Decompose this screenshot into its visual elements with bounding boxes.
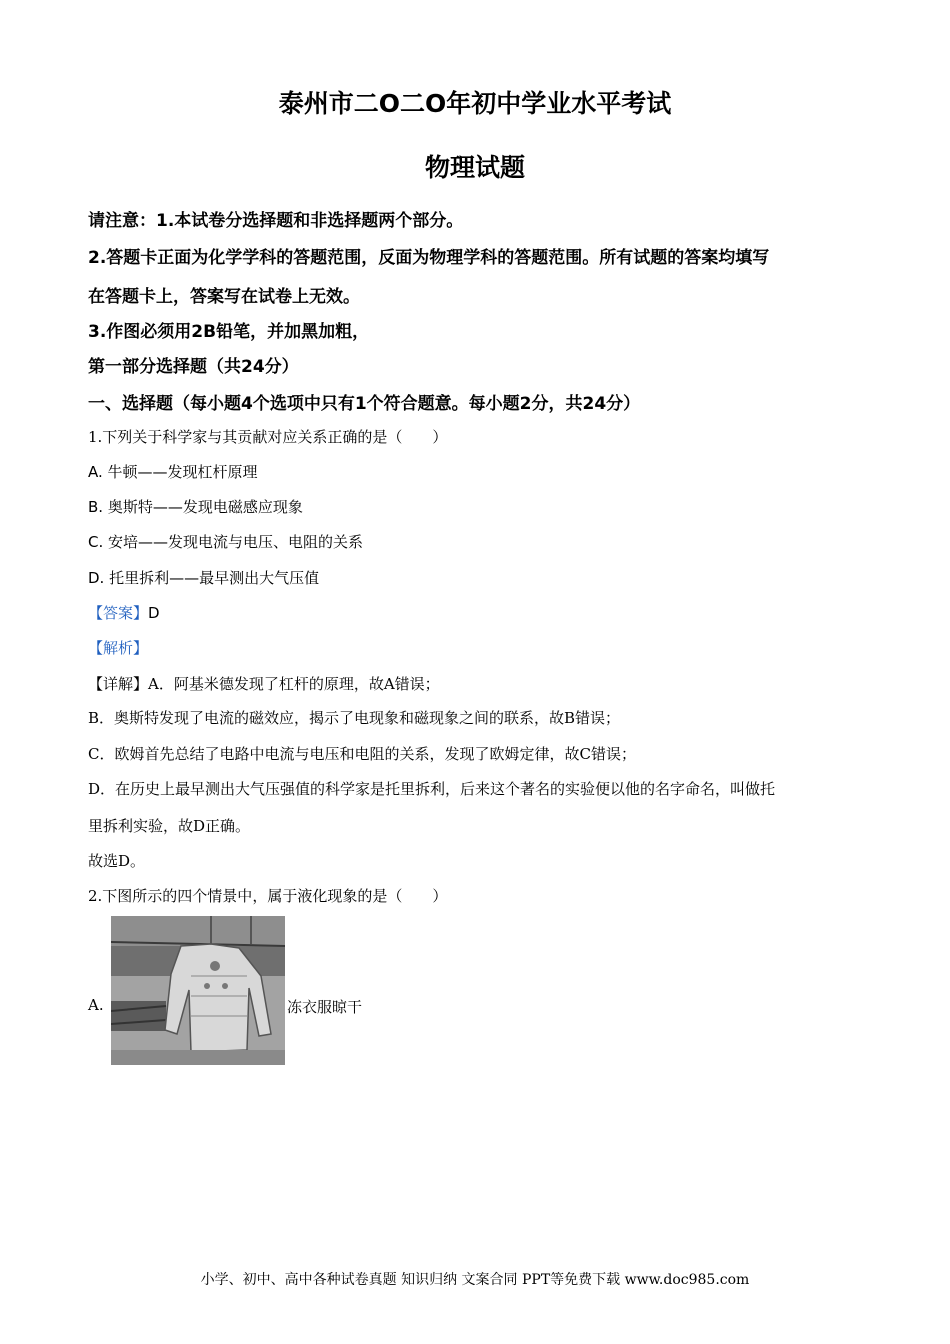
q1-option-b: B. 奥斯特——发现电磁感应现象 (88, 498, 303, 516)
question-1-stem: 1.下列关于科学家与其贡献对应关系正确的是（ ） (88, 428, 448, 446)
answer-value: D (148, 604, 160, 622)
q1-option-c: C. 安培——发现电流与电压、电阻的关系 (88, 533, 364, 551)
q2-option-a-caption: 冻衣服晾干 (287, 998, 363, 1016)
q1-option-d: D. 托里拆利——最早测出大气压值 (88, 569, 320, 587)
notice-line-1: 请注意：1.本试卷分选择题和非选择题两个部分。 (88, 211, 464, 231)
notice-line-2a: 2.答题卡正面为化学学科的答题范围，反面为物理学科的答题范围。所有试题的答案均填写 (88, 248, 770, 268)
section-part: 第一部分选择题（共24分） (88, 357, 299, 377)
notice-line-2b: 在答题卡上，答案写在试卷上无效。 (88, 287, 360, 307)
detail-line-5: 里拆利实验，故D正确。 (88, 817, 251, 835)
page-subtitle: 物理试题 (424, 153, 525, 182)
q2-option-a-label: A. (88, 996, 104, 1014)
detail-line-1 (88, 673, 440, 694)
page-title: 泰州市二O二O年初中学业水平考试 (278, 89, 672, 118)
frozen-clothes-image (111, 916, 285, 1065)
section-heading: 一、选择题（每小题4个选项中只有1个符合题意。每小题2分，共24分） (88, 394, 641, 414)
answer-line (88, 602, 160, 623)
frozen-clothes-photo (111, 916, 285, 1065)
analysis-tag: 【解析】 (88, 639, 149, 657)
detail-tag: 【详解】 (88, 675, 149, 693)
question-2-stem: 2.下图所示的四个情景中，属于液化现象的是（ ） (88, 887, 448, 905)
notice-line-3: 3.作图必须用2B铅笔，并加黑加粗， (88, 322, 370, 342)
detail-line-2: B．奥斯特发现了电流的磁效应，揭示了电现象和磁现象之间的联系，故B错误； (88, 709, 621, 727)
detail-line-6: 故选D。 (88, 852, 146, 870)
detail-text-1: A．阿基米德发现了杠杆的原理，故A错误； (148, 675, 440, 693)
q1-option-a: A. 牛顿——发现杠杆原理 (88, 463, 258, 481)
detail-line-3: C．欧姆首先总结了电路中电流与电压和电阻的关系，发现了欧姆定律，故C错误； (88, 745, 636, 763)
footer-note: 小学、初中、高中各种试卷真题 知识归纳 文案合同 PPT等免费下载 www.doc985.com (200, 1272, 750, 1288)
answer-tag: 【答案】 (88, 604, 149, 622)
detail-line-4: D．在历史上最早测出大气压强值的科学家是托里拆利，后来这个著名的实验便以他的名字命名，叫做托 (88, 780, 776, 798)
